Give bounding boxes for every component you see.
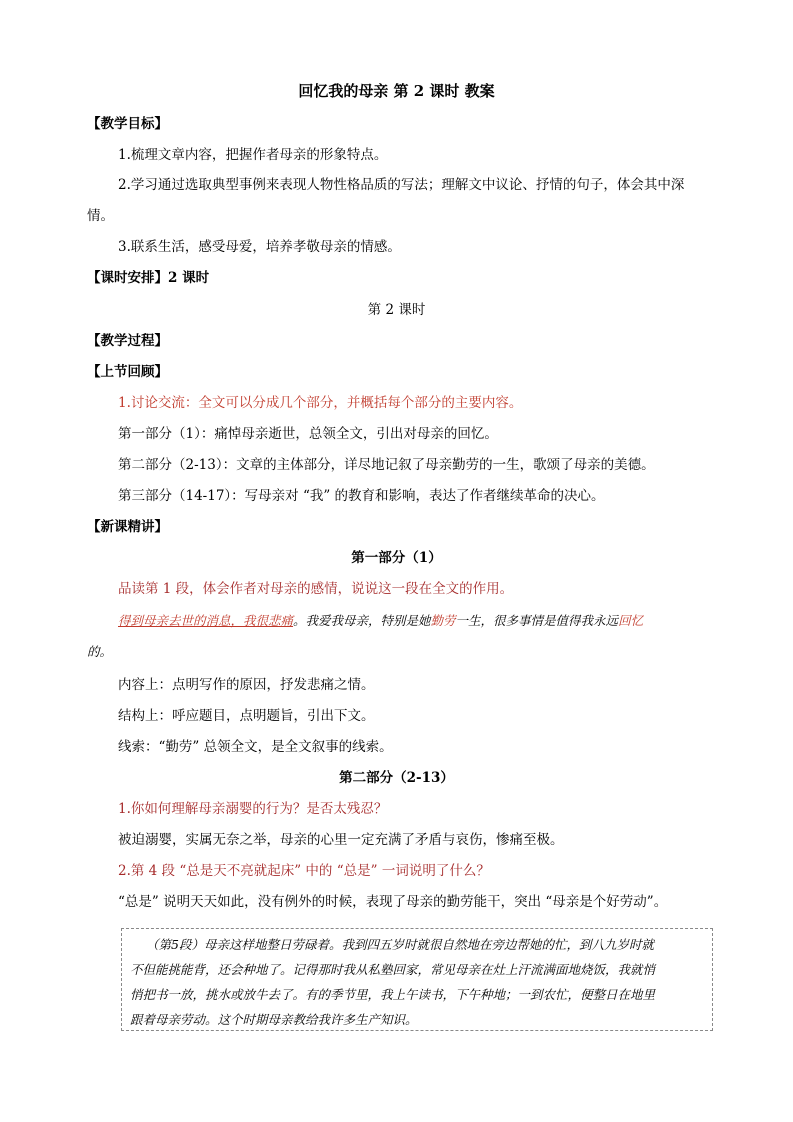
part2-question-2: 2.第 4 段 “总是天不亮就起床” 中的 “总是” 一词说明了什么？ (118, 863, 490, 879)
excerpt-line-2: 不但能挑能背，还会种地了。记得那时我从私塾回家，常见母亲在灶上汗流满面地烧饭，我就悄 (130, 962, 656, 977)
part2-question-1: 1.你如何理解母亲溺婴的行为？是否太残忍？ (118, 801, 388, 817)
part1-title: 第一部分（1） (351, 550, 442, 566)
goals-heading: 【教学目标】 (87, 116, 168, 132)
excerpt-line-3: 悄把书一放，挑水或放牛去了。有的季节里，我上午读书，下午种地；一到农忙，便整日在地里 (130, 987, 656, 1002)
goal-item-3: 3.联系生活，感受母爱，培养孝敬母亲的情感。 (118, 239, 401, 255)
quote-red-2: 回忆 (618, 613, 644, 628)
goal-item-1: 1.梳理文章内容，把握作者母亲的形象特点。 (118, 147, 388, 163)
part2-answer-1: 被迫溺婴，实属无奈之举，母亲的心里一定充满了矛盾与哀伤，惨痛至极。 (118, 832, 564, 848)
lesson-label: 第 2 课时 (367, 302, 426, 318)
schedule-heading: 【课时安排】2 课时 (87, 270, 210, 286)
goal-item-2: 2.学习通过选取典型事例来表现人物性格品质的写法；理解文中议论、抒情的句子，体会其中深 (118, 177, 685, 193)
part1-task: 品读第 1 段，体会作者对母亲的感情，说说这一段在全文的作用。 (118, 581, 514, 597)
part1-structure: 结构上：呼应题目，点明题旨，引出下文。 (118, 708, 375, 724)
quote-red-1: 勤劳 (430, 613, 456, 628)
review-part-3: 第三部分（14-17）：写母亲对 “我” 的教育和影响，表达了作者继续革命的决心。 (118, 488, 605, 504)
excerpt-line-1: （第5段）母亲这样地整日劳碌着。我到四五岁时就很自然地在旁边帮她的忙，到八九岁时就 (146, 937, 654, 952)
part2-title: 第二部分（2-13） (339, 770, 454, 786)
quote-mid-2: 一生，很多事情是值得我永远 (455, 613, 619, 628)
excerpt-line-4: 跟着母亲劳动。这个时期母亲教给我许多生产知识。 (130, 1012, 418, 1027)
review-part-2: 第二部分（2-13）：文章的主体部分，详尽地记叙了母亲勤劳的一生，歌颂了母亲的美德。 (118, 457, 655, 473)
quote-mid-1: 。我爱我母亲，特别是她 (293, 613, 431, 628)
review-heading: 【上节回顾】 (87, 364, 168, 380)
new-lesson-heading: 【新课精讲】 (87, 519, 168, 535)
part2-answer-2: “总是” 说明天天如此，没有例外的时候，表现了母亲的勤劳能干，突出 “母亲是个好劳动”。 (118, 894, 668, 910)
review-part-1: 第一部分（1）：痛悼母亲逝世，总领全文，引出对母亲的回忆。 (118, 426, 498, 442)
page-title: 回忆我的母亲 第 2 课时 教案 (298, 82, 495, 100)
process-heading: 【教学过程】 (87, 333, 168, 349)
review-question: 1.讨论交流：全文可以分成几个部分，并概括每个部分的主要内容。 (118, 395, 523, 411)
part1-quote (118, 612, 643, 630)
part1-quote-end: 的。 (87, 644, 113, 659)
quote-highlight: 得到母亲去世的消息，我很悲痛 (118, 613, 294, 628)
part1-clue: 线索：“勤劳” 总领全文，是全文叙事的线索。 (118, 739, 393, 755)
goal-item-2-cont: 情。 (87, 208, 114, 224)
part1-content: 内容上：点明写作的原因，抒发悲痛之情。 (118, 677, 375, 693)
